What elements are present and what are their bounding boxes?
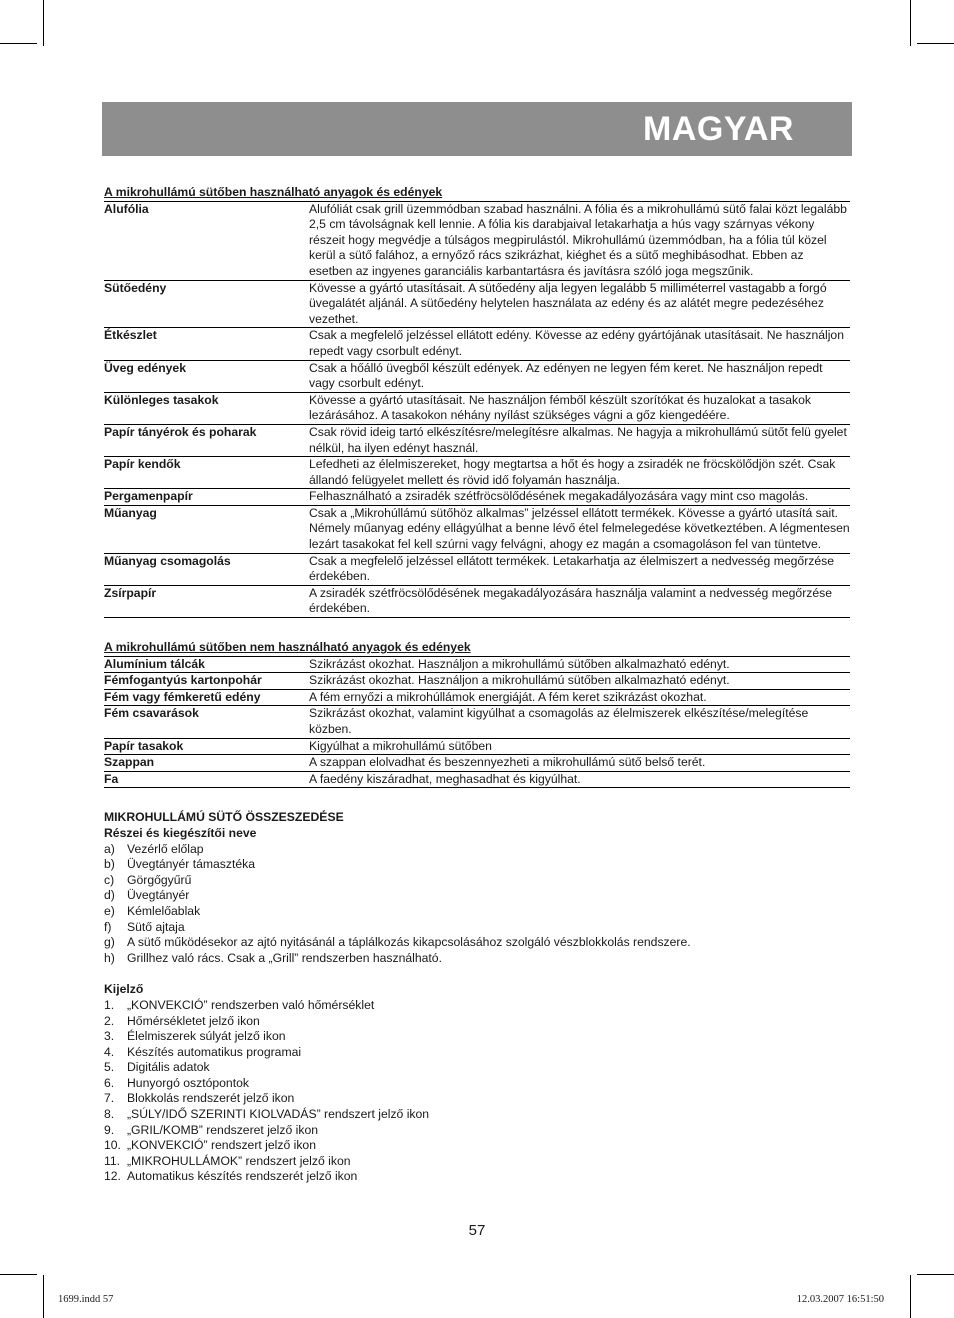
list-text: Blokkolás rendszerét jelző ikon xyxy=(127,1091,295,1106)
usable-materials-title: A mikrohullámú sütőben használható anyagok és edények xyxy=(104,185,443,199)
material-term: Üveg edények xyxy=(104,360,186,375)
list-item xyxy=(104,1169,850,1185)
material-description: Szikrázást okozhat. Használjon a mikrohullámú sütőben alkalmazható edényt. xyxy=(309,673,730,688)
crop-mark xyxy=(910,0,911,46)
list-item xyxy=(104,873,850,889)
list-item xyxy=(104,842,850,858)
list-marker: 1. xyxy=(104,997,115,1012)
list-marker: 9. xyxy=(104,1122,115,1137)
display-title: Kijelző xyxy=(104,982,144,997)
list-text: Üvegtányér xyxy=(127,888,190,903)
material-term: Műanyag csomagolás xyxy=(104,553,231,568)
crop-mark xyxy=(43,1275,44,1318)
material-description: A faedény kiszáradhat, meghasadhat és kigyúlhat. xyxy=(309,771,581,786)
list-marker: 3. xyxy=(104,1029,115,1044)
material-term: Alumínium tálcák xyxy=(104,656,205,671)
list-marker: e) xyxy=(104,903,115,918)
material-description: Felhasználható a zsiradék szétfröcsölődésének megakadályozására vagy mint cso magolás. xyxy=(309,489,809,504)
list-marker: 6. xyxy=(104,1075,115,1090)
material-term: Fémfogantyús kartonpohár xyxy=(104,673,262,688)
material-description: A szappan elolvadhat és beszennyezheti a mikrohullámú sütő belső terét. xyxy=(309,755,706,770)
assembly-subtitle: Részei és kiegészítői neve xyxy=(104,825,257,840)
list-text: „KONVEKCIÓ” rendszert jelző ikon xyxy=(127,1138,316,1153)
list-item xyxy=(104,1123,850,1139)
list-text: Vezérlő előlap xyxy=(127,841,204,856)
table-row xyxy=(104,772,850,789)
footer-file-info: 1699.indd 57 xyxy=(58,1294,114,1305)
list-text: Görgőgyűrű xyxy=(127,872,192,887)
material-description: Csak a „Mikrohúllámú sütőhöz alkalmas” jelzéssel ellátott termékek. Kövesse a gyártó utasítá sait. Némely műanyag edény ellágyúlhat a benne lévő étel felmelegedése következtében. A légmentesen lezárt tasakokat fel kell szúrni vagy felvágni, ahogy ez magán a csomagoláson fel van tüntetve. xyxy=(309,505,850,552)
list-marker: 12. xyxy=(104,1169,121,1184)
table-row xyxy=(104,202,850,281)
list-marker: f) xyxy=(104,919,112,934)
material-description: Alufóliát csak grill üzemmódban szabad használni. A fólia és a mikrohullámú sütő falai közt legalább 2,5 cm távolságnak kell lennie. A fólia kis darabjaival letakarhatja a hús vagy szárnyas vékony részeit hogy megvédje a túlságos megpirulástól. Mikrohullámú üzemmódban, ha a fólia túl közel kerül a sütő falához, a ernyőző rács szikrázhat, kiéghet és a sütő meghibásodhat. Ebben az esetben az ingyenes garanciális karbantartásra és javításra szóló joga megszűnik. xyxy=(309,201,847,278)
table-row xyxy=(104,425,850,457)
crop-mark xyxy=(43,0,44,46)
material-term: Papír tányérok és poharak xyxy=(104,424,257,439)
list-text: Hőmérsékletet jelző ikon xyxy=(127,1013,260,1028)
list-marker: 8. xyxy=(104,1107,115,1122)
list-item xyxy=(104,904,850,920)
list-item xyxy=(104,888,850,904)
material-term: Alufólia xyxy=(104,201,149,216)
material-term: Pergamenpapír xyxy=(104,489,193,504)
list-text: „MIKROHULLÁMOK” rendszert jelző ikon xyxy=(127,1153,351,1168)
list-marker: a) xyxy=(104,841,115,856)
crop-mark xyxy=(0,1274,37,1275)
table-row xyxy=(104,673,850,690)
material-description: A fém ernyőzi a mikrohúllámok energiáját. A fém keret szikrázást okozhat. xyxy=(309,689,707,704)
list-marker: 11. xyxy=(104,1153,121,1168)
list-item xyxy=(104,1091,850,1107)
list-text: Élelmiszerek súlyát jelző ikon xyxy=(127,1029,286,1044)
parts-list xyxy=(104,842,850,967)
material-description: Kövesse a gyártó utasításait. Ne használjon fémből készült szorítókat és huzalokat a tasakok lezárásához. A tasakokon néhány nyílást szükséges vágni a gőz kiengedéére. xyxy=(309,392,811,423)
crop-mark xyxy=(0,43,37,44)
material-description: Csak rövid ideig tartó elkészítésre/melegítésre alkalmas. Ne hagyja a mikrohullámú sütőt felü gyelet nélkül, ha ilyen edényt használ. xyxy=(309,424,847,455)
list-item xyxy=(104,935,850,951)
material-description: Kigyúlhat a mikrohullámú sütőben xyxy=(309,738,492,753)
material-description: Lefedheti az élelmiszereket, hogy megtartsa a hőt és hogy a zsiradék ne fröcskölődjön szét. Csak állandó felügyelet mellett és rövid idő folyamán használja. xyxy=(309,457,836,487)
material-description: A zsiradék szétfröcsölődésének megakadályozására használja valamint a nedvesség megőrzése érdekében. xyxy=(309,585,832,616)
list-item xyxy=(104,1076,850,1092)
table-row xyxy=(104,755,850,772)
material-term: Műanyag xyxy=(104,505,157,520)
material-description: Csak a megfelelő jelzéssel ellátott edény. Kövesse az edény gyártójának utasításait. Ne használjon repedt vagy csorbult edényt. xyxy=(309,328,844,358)
list-text: A sütő működésekor az ajtó nyitásánál a táplálkozás kikapcsolásához szolgáló vészblokkolás rendszere. xyxy=(127,935,691,950)
list-marker: 5. xyxy=(104,1060,115,1075)
list-marker: b) xyxy=(104,857,115,872)
list-item xyxy=(104,998,850,1014)
material-term: Étkészlet xyxy=(104,328,157,343)
list-text: Grillhez való rács. Csak a „Grill” rendszerben használható. xyxy=(127,950,442,965)
list-item xyxy=(104,1029,850,1045)
list-text: „KONVEKCIÓ” rendszerben való hőmérséklet xyxy=(127,997,375,1012)
table-row xyxy=(104,706,850,738)
material-term: Sütőedény xyxy=(104,280,167,295)
material-term: Papír kendők xyxy=(104,457,181,472)
header-banner xyxy=(102,102,852,156)
list-text: „SÚLY/IDŐ SZERINTI KIOLVADÁS” rendszert jelző ikon xyxy=(127,1107,430,1122)
list-marker: 7. xyxy=(104,1091,115,1106)
material-term: Fém vagy fémkeretű edény xyxy=(104,689,261,704)
table-row xyxy=(104,489,850,506)
list-marker: g) xyxy=(104,935,115,950)
usable-materials-table xyxy=(104,202,850,618)
list-text: Hunyorgó osztópontok xyxy=(127,1075,249,1090)
table-row xyxy=(104,739,850,756)
material-term: Zsírpapír xyxy=(104,585,157,600)
list-item xyxy=(104,1138,850,1154)
table-row xyxy=(104,361,850,393)
list-marker: h) xyxy=(104,950,115,965)
list-marker: 4. xyxy=(104,1044,115,1059)
list-item xyxy=(104,920,850,936)
material-term: Papír tasakok xyxy=(104,738,184,753)
footer-timestamp: 12.03.2007 16:51:50 xyxy=(796,1294,884,1305)
list-marker: 2. xyxy=(104,1013,115,1028)
page-number: 57 xyxy=(468,1222,486,1239)
table-row xyxy=(104,328,850,360)
table-row xyxy=(104,506,850,554)
list-item xyxy=(104,1014,850,1030)
table-row xyxy=(104,554,850,586)
table-row xyxy=(104,586,850,618)
crop-mark xyxy=(917,43,954,44)
material-description: Csak a megfelelő jelzéssel ellátott termékek. Letakarhatja az élelmiszert a nedvesség megőrzése érdekében. xyxy=(309,553,834,584)
crop-mark xyxy=(917,1274,954,1275)
table-row xyxy=(104,457,850,489)
list-text: „GRIL/KOMB” rendszeret jelző ikon xyxy=(127,1122,319,1137)
not-usable-materials-table xyxy=(104,657,850,789)
table-row xyxy=(104,393,850,425)
list-item xyxy=(104,857,850,873)
table-row xyxy=(104,690,850,707)
list-text: Sütő ajtaja xyxy=(127,919,185,934)
page-title: MAGYAR xyxy=(643,110,794,148)
list-marker: c) xyxy=(104,872,115,887)
material-description: Csak a hőálló üvegből készült edények. Az edényen ne legyen fém keret. Ne használjon repedt vagy csorbult edényt. xyxy=(309,360,823,391)
not-usable-materials-title: A mikrohullámú sütőben nem használható anyagok és edények xyxy=(104,640,471,655)
table-row xyxy=(104,657,850,674)
display-list xyxy=(104,998,850,1185)
list-marker: d) xyxy=(104,888,115,903)
list-item xyxy=(104,1107,850,1123)
list-item xyxy=(104,1045,850,1061)
list-text: Automatikus készítés rendszerét jelző ikon xyxy=(127,1169,358,1184)
list-text: Kémlelőablak xyxy=(127,903,201,918)
material-term: Szappan xyxy=(104,755,155,770)
list-marker: 10. xyxy=(104,1138,121,1153)
material-description: Kövesse a gyártó utasításait. A sütőedény alja legyen legalább 5 milliméterrel vastagabb a forgó üvegalátét aljánál. A sütőedény helytelen használata az edény és az alátét megre pedezéséhez vezethet. xyxy=(309,280,827,326)
list-text: Üvegtányér támasztéka xyxy=(127,857,256,872)
material-description: Szikrázást okozhat. Használjon a mikrohullámú sütőben alkalmazható edényt. xyxy=(309,656,730,671)
section-header xyxy=(104,640,850,657)
section-header xyxy=(104,185,850,202)
crop-mark xyxy=(910,1275,911,1318)
material-term: Különleges tasakok xyxy=(104,392,219,407)
list-item xyxy=(104,951,850,967)
material-term: Fa xyxy=(104,771,119,786)
list-item xyxy=(104,1060,850,1076)
material-term: Fém csavarások xyxy=(104,706,199,721)
material-description: Szikrázást okozhat, valamint kigyúlhat a csomagolás az élelmiszerek elkészítése/melegítése közben. xyxy=(309,706,809,736)
list-text: Digitális adatok xyxy=(127,1060,210,1075)
main-content xyxy=(104,185,850,1185)
assembly-title: MIKROHULLÁMÚ SÜTŐ ÖSSZESZEDÉSE xyxy=(104,810,344,825)
table-row xyxy=(104,281,850,329)
list-text: Készítés automatikus programai xyxy=(127,1044,302,1059)
list-item xyxy=(104,1154,850,1170)
